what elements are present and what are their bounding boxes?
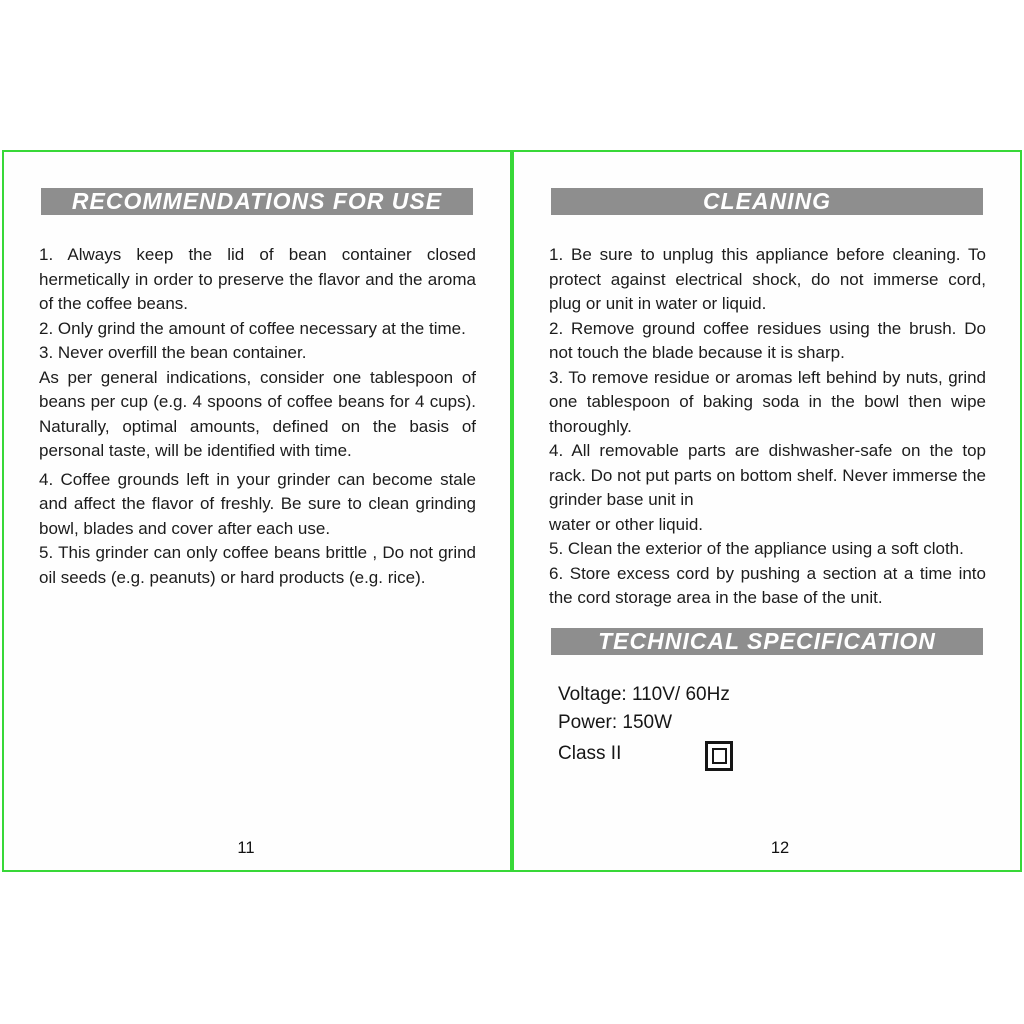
spec-class-row — [558, 737, 1020, 771]
page-number-left: 11 — [237, 839, 255, 857]
technical-specs — [558, 681, 1020, 771]
recommendations-paragraph-4: As per general indications, consider one tablespoon of beans per cup (e.g. 4 spoons of coffee beans for 4 cups). Naturally, optimal amounts, defined on the basis of personal taste, will be identified with time. — [39, 367, 476, 460]
recommendations-body — [39, 243, 476, 590]
cleaning-paragraph-2: 2. Remove ground coffee residues using the brush. Do not touch the blade because it is sharp. — [549, 318, 986, 362]
section-header-cleaning — [551, 188, 983, 215]
cleaning-paragraph-4-continued: water or other liquid. — [549, 514, 704, 534]
cleaning-paragraph-6: 6. Store excess cord by pushing a section at a time into the cord storage area in the base of the unit. — [549, 563, 986, 607]
cleaning-paragraph-5: 5. Clean the exterior of the appliance using a soft cloth. — [549, 539, 964, 558]
spec-class-label: Class II — [558, 742, 622, 764]
cleaning-paragraph-4: 4. All removable parts are dishwasher-safe on the top rack. Do not put parts on bottom shelf. Never immerse the grinder base unit in — [549, 441, 986, 509]
cleaning-paragraph-3: 3. To remove residue or aromas left behind by nuts, grind one tablespoon of baking soda in the bowl then wipe thoroughly. — [549, 367, 986, 436]
section-header-recommendations — [41, 188, 473, 215]
section-header-recommendations-label: RECOMMENDATIONS FOR USE — [71, 188, 443, 214]
cleaning-body — [549, 243, 986, 611]
spec-power: Power: 150W — [558, 711, 673, 733]
recommendations-paragraph-3: 3. Never overfill the bean container. — [39, 343, 307, 362]
recommendations-paragraph-1: 1. Always keep the lid of bean container closed hermetically in order to preserve the flavor and the aroma of the coffee beans. — [39, 245, 476, 313]
section-header-technical-specification — [551, 628, 983, 655]
class-ii-double-insulation-icon — [705, 741, 733, 771]
class-ii-inner-square — [712, 748, 727, 764]
page-number-right: 12 — [770, 839, 790, 857]
section-header-cleaning-label: CLEANING — [702, 188, 832, 214]
page-12 — [512, 150, 1022, 872]
section-header-technical-specification-label: TECHNICAL SPECIFICATION — [598, 627, 936, 654]
recommendations-paragraph-2: 2. Only grind the amount of coffee necessary at the time. — [39, 318, 466, 338]
cleaning-paragraph-1: 1. Be sure to unplug this appliance before cleaning. To protect against electrical shock, do not immerse cord, plug or unit in water or liquid. — [549, 245, 986, 313]
recommendations-paragraph-5: 4. Coffee grounds left in your grinder can become stale and affect the flavor of freshly. Be sure to clean grinding bowl, blades and cover after each use. — [39, 469, 476, 538]
spec-voltage: Voltage: 110V/ 60Hz — [558, 683, 730, 705]
page-11 — [2, 150, 512, 872]
recommendations-paragraph-6: 5. This grinder can only coffee beans brittle , Do not grind oil seeds (e.g. peanuts) or hard products (e.g. rice). — [39, 543, 476, 587]
